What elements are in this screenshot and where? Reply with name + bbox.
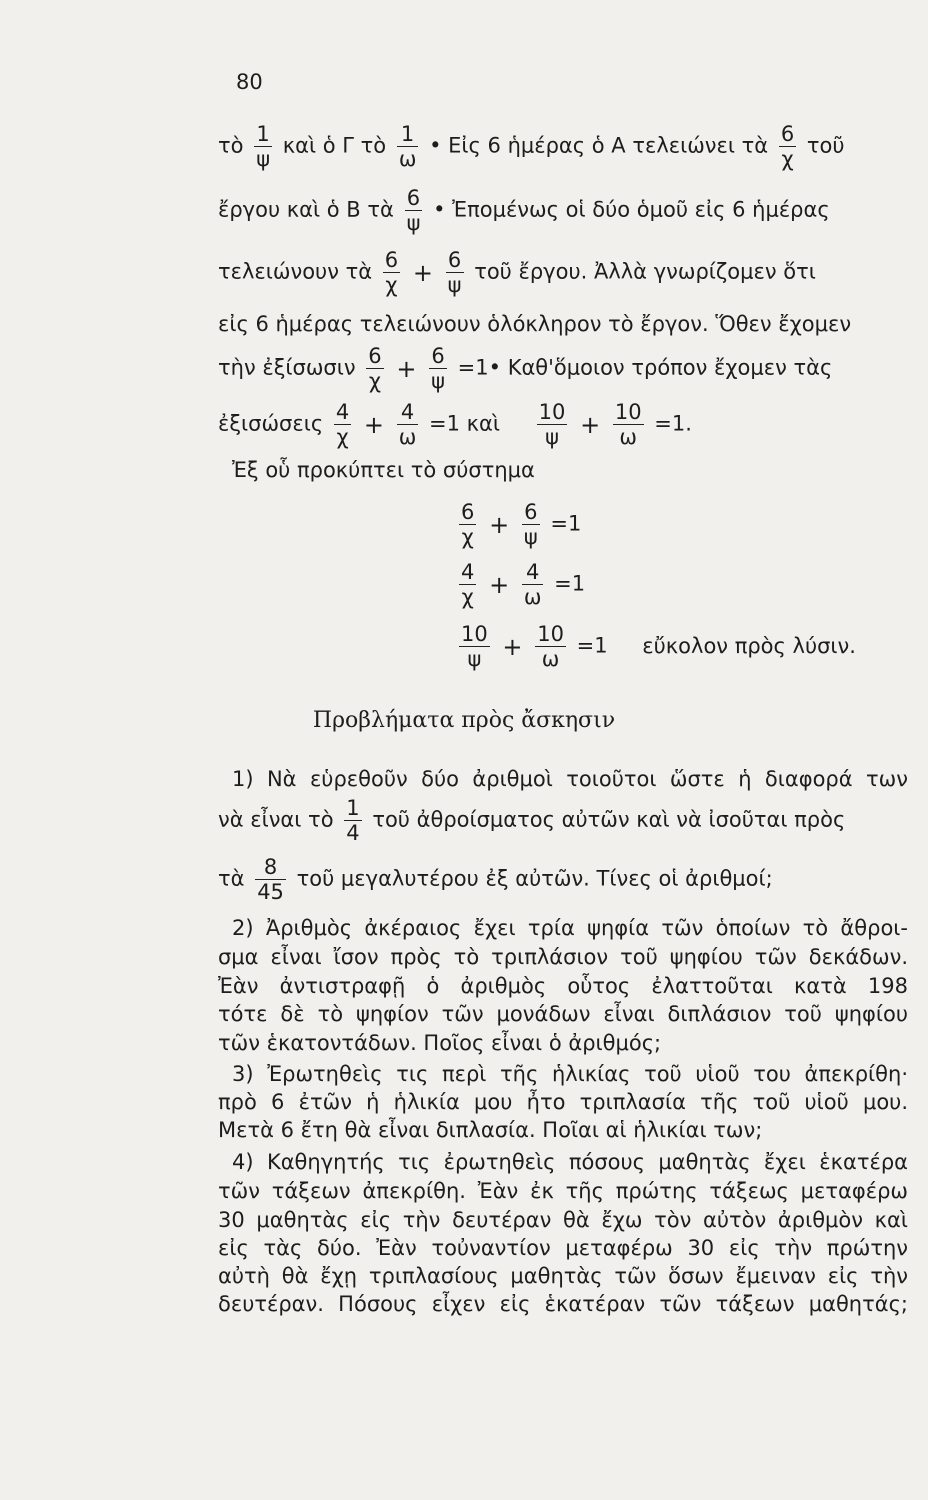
numerator: 10: [538, 400, 566, 424]
page-number: 80: [236, 70, 263, 94]
equals-one: =1: [554, 571, 586, 596]
numerator: 4: [335, 400, 350, 424]
denominator: ψ: [467, 647, 482, 671]
numerator: 8: [255, 855, 286, 880]
system-equation-3: [455, 622, 856, 671]
denominator: ψ: [431, 369, 445, 393]
text: =1.: [654, 411, 692, 436]
numerator: 1: [346, 796, 360, 820]
fraction: [397, 400, 419, 449]
denominator: χ: [781, 147, 794, 171]
denominator: ψ: [447, 273, 462, 297]
fraction: [383, 248, 400, 297]
denominator: χ: [385, 273, 398, 297]
text: τὸ: [218, 133, 244, 158]
denominator: ω: [398, 147, 417, 171]
problem-3-line-1: 3) Ἐρωτηθεὶς τις περὶ τῆς ἡλικίας τοῦ υἱοῦ του ἀπεκρίθη·: [232, 1062, 908, 1086]
fraction: [254, 122, 272, 171]
plus-sign: +: [580, 410, 601, 439]
fraction: [535, 622, 566, 671]
text: • Εἰς 6 ἡμέρας ὁ Α τελειώνει τὰ: [429, 133, 769, 158]
fraction: [446, 248, 464, 297]
text: καὶ ὁ Γ τὸ: [282, 133, 387, 158]
problem-3-line-3: Μετὰ 6 ἔτη θὰ εἶναι διπλασία. Ποῖαι αἱ ἡλικίαι των;: [218, 1118, 763, 1142]
text-line-1: [218, 122, 908, 171]
denominator: χ: [461, 585, 474, 609]
text: τὴν ἐξίσωσιν: [218, 355, 356, 380]
problem-1-line-1: 1) Νὰ εὑρεθοῦν δύο ἀριθμοὶ τοιοῦτοι ὥστε ἡ διαφορά των: [232, 767, 908, 791]
text: τελειώνουν τὰ: [218, 259, 373, 284]
problem-2-line-4: τότε δὲ τὸ ψηφίον τῶν μονάδων εἶναι διπλάσιον τοῦ ψηφίου: [218, 1002, 908, 1026]
denominator: χ: [461, 525, 474, 549]
problem-4-line-6: δευτέραν. Πόσους εἶχεν εἰς ἑκατέραν τῶν τάξεων μαθητάς;: [218, 1292, 908, 1316]
problem-3-line-2: πρὸ 6 ἐτῶν ἡ ἡλικία μου ἦτο τριπλασία τῆς τοῦ υἱοῦ μου.: [218, 1090, 908, 1114]
denominator: ψ: [545, 425, 559, 449]
fraction: [779, 122, 796, 171]
problem-2-line-5: τῶν ἑκατοντάδων. Ποῖος εἶναι ὁ ἀριθμός;: [218, 1031, 662, 1055]
system-equation-1: [455, 500, 581, 549]
denominator: ω: [541, 647, 560, 671]
numerator: 4: [461, 560, 475, 584]
equals-one: =1: [550, 511, 582, 536]
fraction: [334, 400, 351, 449]
fraction: [429, 344, 447, 393]
fraction: [255, 855, 286, 904]
text: τοῦ: [806, 133, 845, 158]
fraction: [459, 622, 490, 671]
numerator: 6: [368, 344, 382, 368]
text-line-2: [218, 186, 908, 235]
text: =1• Καθ'ὅμοιον τρόπον ἔχομεν τὰς: [457, 355, 833, 380]
fraction: [522, 560, 544, 609]
fraction: [366, 344, 383, 393]
fraction: [459, 500, 476, 549]
denominator: ψ: [256, 147, 271, 171]
text: τὰ: [218, 866, 245, 891]
plus-sign: +: [489, 510, 510, 539]
plus-sign: +: [489, 570, 510, 599]
equals-one: =1: [576, 633, 608, 658]
denominator: χ: [368, 369, 382, 393]
fraction: [397, 122, 419, 171]
numerator: 6: [522, 500, 540, 525]
fraction: [459, 560, 476, 609]
text: • Ἐπομένως οἱ δύο ὁμοῦ εἰς 6 ἡμέρας: [433, 197, 830, 222]
numerator: 10: [537, 622, 564, 646]
problem-4-line-3: 30 μαθητὰς εἰς τὴν δευτέραν θὰ ἔχω τὸν αὐτὸν ἀριθμὸν καὶ: [218, 1208, 908, 1232]
numerator: 6: [405, 186, 423, 211]
fraction: [522, 500, 540, 549]
denominator: ω: [398, 425, 417, 449]
text: =1 καὶ: [428, 411, 500, 436]
system-equation-2: [455, 560, 585, 609]
numerator: 10: [461, 622, 488, 646]
problem-2-line-3: Ἐὰν ἀντιστραφῇ ὁ ἀριθμὸς οὗτος ἐλαττοῦται κατὰ 198: [218, 974, 908, 998]
text-line-7: Ἐξ οὗ προκύπτει τὸ σύστημα: [232, 458, 535, 482]
problem-2-line-1: 2) Ἀριθμὸς ἀκέραιος ἔχει τρία ψηφία τῶν ὁποίων τὸ ἄθροι-: [232, 916, 908, 940]
denominator: χ: [336, 425, 349, 449]
text: τοῦ μεγαλυτέρου ἐξ αὐτῶν. Τίνες οἱ ἀριθμοί;: [296, 866, 773, 891]
problem-1-line-3: [218, 855, 908, 904]
fraction: [537, 400, 568, 449]
numerator: 6: [461, 500, 475, 524]
problem-1-line-2: [218, 796, 908, 845]
numerator: 6: [446, 248, 464, 273]
numerator: 1: [254, 122, 272, 147]
numerator: 6: [429, 344, 447, 369]
fraction: [344, 796, 361, 845]
text-line-4: εἰς 6 ἡμέρας τελειώνουν ὁλόκληρον τὸ ἔργον. Ὅθεν ἔχομεν: [218, 312, 852, 336]
problem-4-line-5: αὐτὴ θὰ ἔχῃ τριπλασίους μαθητὰς τῶν ὅσων ἔμειναν εἰς τὴν: [218, 1264, 908, 1288]
numerator: 4: [522, 560, 544, 585]
text-line-3: [218, 248, 908, 297]
plus-sign: +: [363, 410, 385, 439]
denominator: ω: [619, 425, 638, 449]
numerator: 1: [397, 122, 419, 147]
fraction: [405, 186, 423, 235]
denominator: 4: [346, 821, 360, 845]
fraction: [613, 400, 644, 449]
denominator: ψ: [523, 525, 538, 549]
text: τοῦ ἔργου. Ἀλλὰ γνωρίζομεν ὅτι: [474, 259, 816, 284]
text-line-6: [218, 400, 908, 449]
plus-sign: +: [412, 258, 433, 287]
plus-sign: +: [396, 354, 417, 383]
system-note: εὔκολον πρὸς λύσιν.: [642, 633, 856, 658]
text: ἐξισώσεις: [218, 411, 324, 436]
denominator: ω: [523, 585, 542, 609]
denominator: ψ: [406, 211, 421, 235]
plus-sign: +: [502, 632, 523, 661]
numerator: 6: [384, 248, 399, 272]
problem-2-line-2: σμα εἶναι ἴσον πρὸς τὸ τριπλάσιον τοῦ ψηφίου τῶν δεκάδων.: [218, 945, 908, 969]
problem-4-line-1: 4) Καθηγητής τις ἐρωτηθεὶς πόσους μαθητὰς ἔχει ἑκατέρα: [232, 1150, 908, 1174]
numerator: 6: [780, 122, 795, 146]
denominator: 45: [257, 880, 284, 904]
problem-4-line-2: τῶν τάξεων ἀπεκρίθη. Ἐὰν ἐκ τῆς πρώτης τάξεως μεταφέρω: [218, 1179, 908, 1203]
text: ἔργου καὶ ὁ Β τὰ: [218, 197, 394, 222]
problem-4-line-4: εἰς τὰς δύο. Ἐὰν τοὐναντίον μεταφέρω 30 εἰς τὴν πρώτην: [218, 1236, 908, 1260]
text: τοῦ ἀθροίσματος αὐτῶν καὶ νὰ ἰσοῦται πρὸς: [372, 807, 846, 832]
text: νὰ εἶναι τὸ: [218, 807, 334, 832]
numerator: 10: [614, 400, 642, 424]
numerator: 4: [397, 400, 419, 425]
section-heading: Προβλήματα πρὸς ἄσκησιν: [312, 708, 616, 733]
text-line-5: [218, 344, 908, 393]
